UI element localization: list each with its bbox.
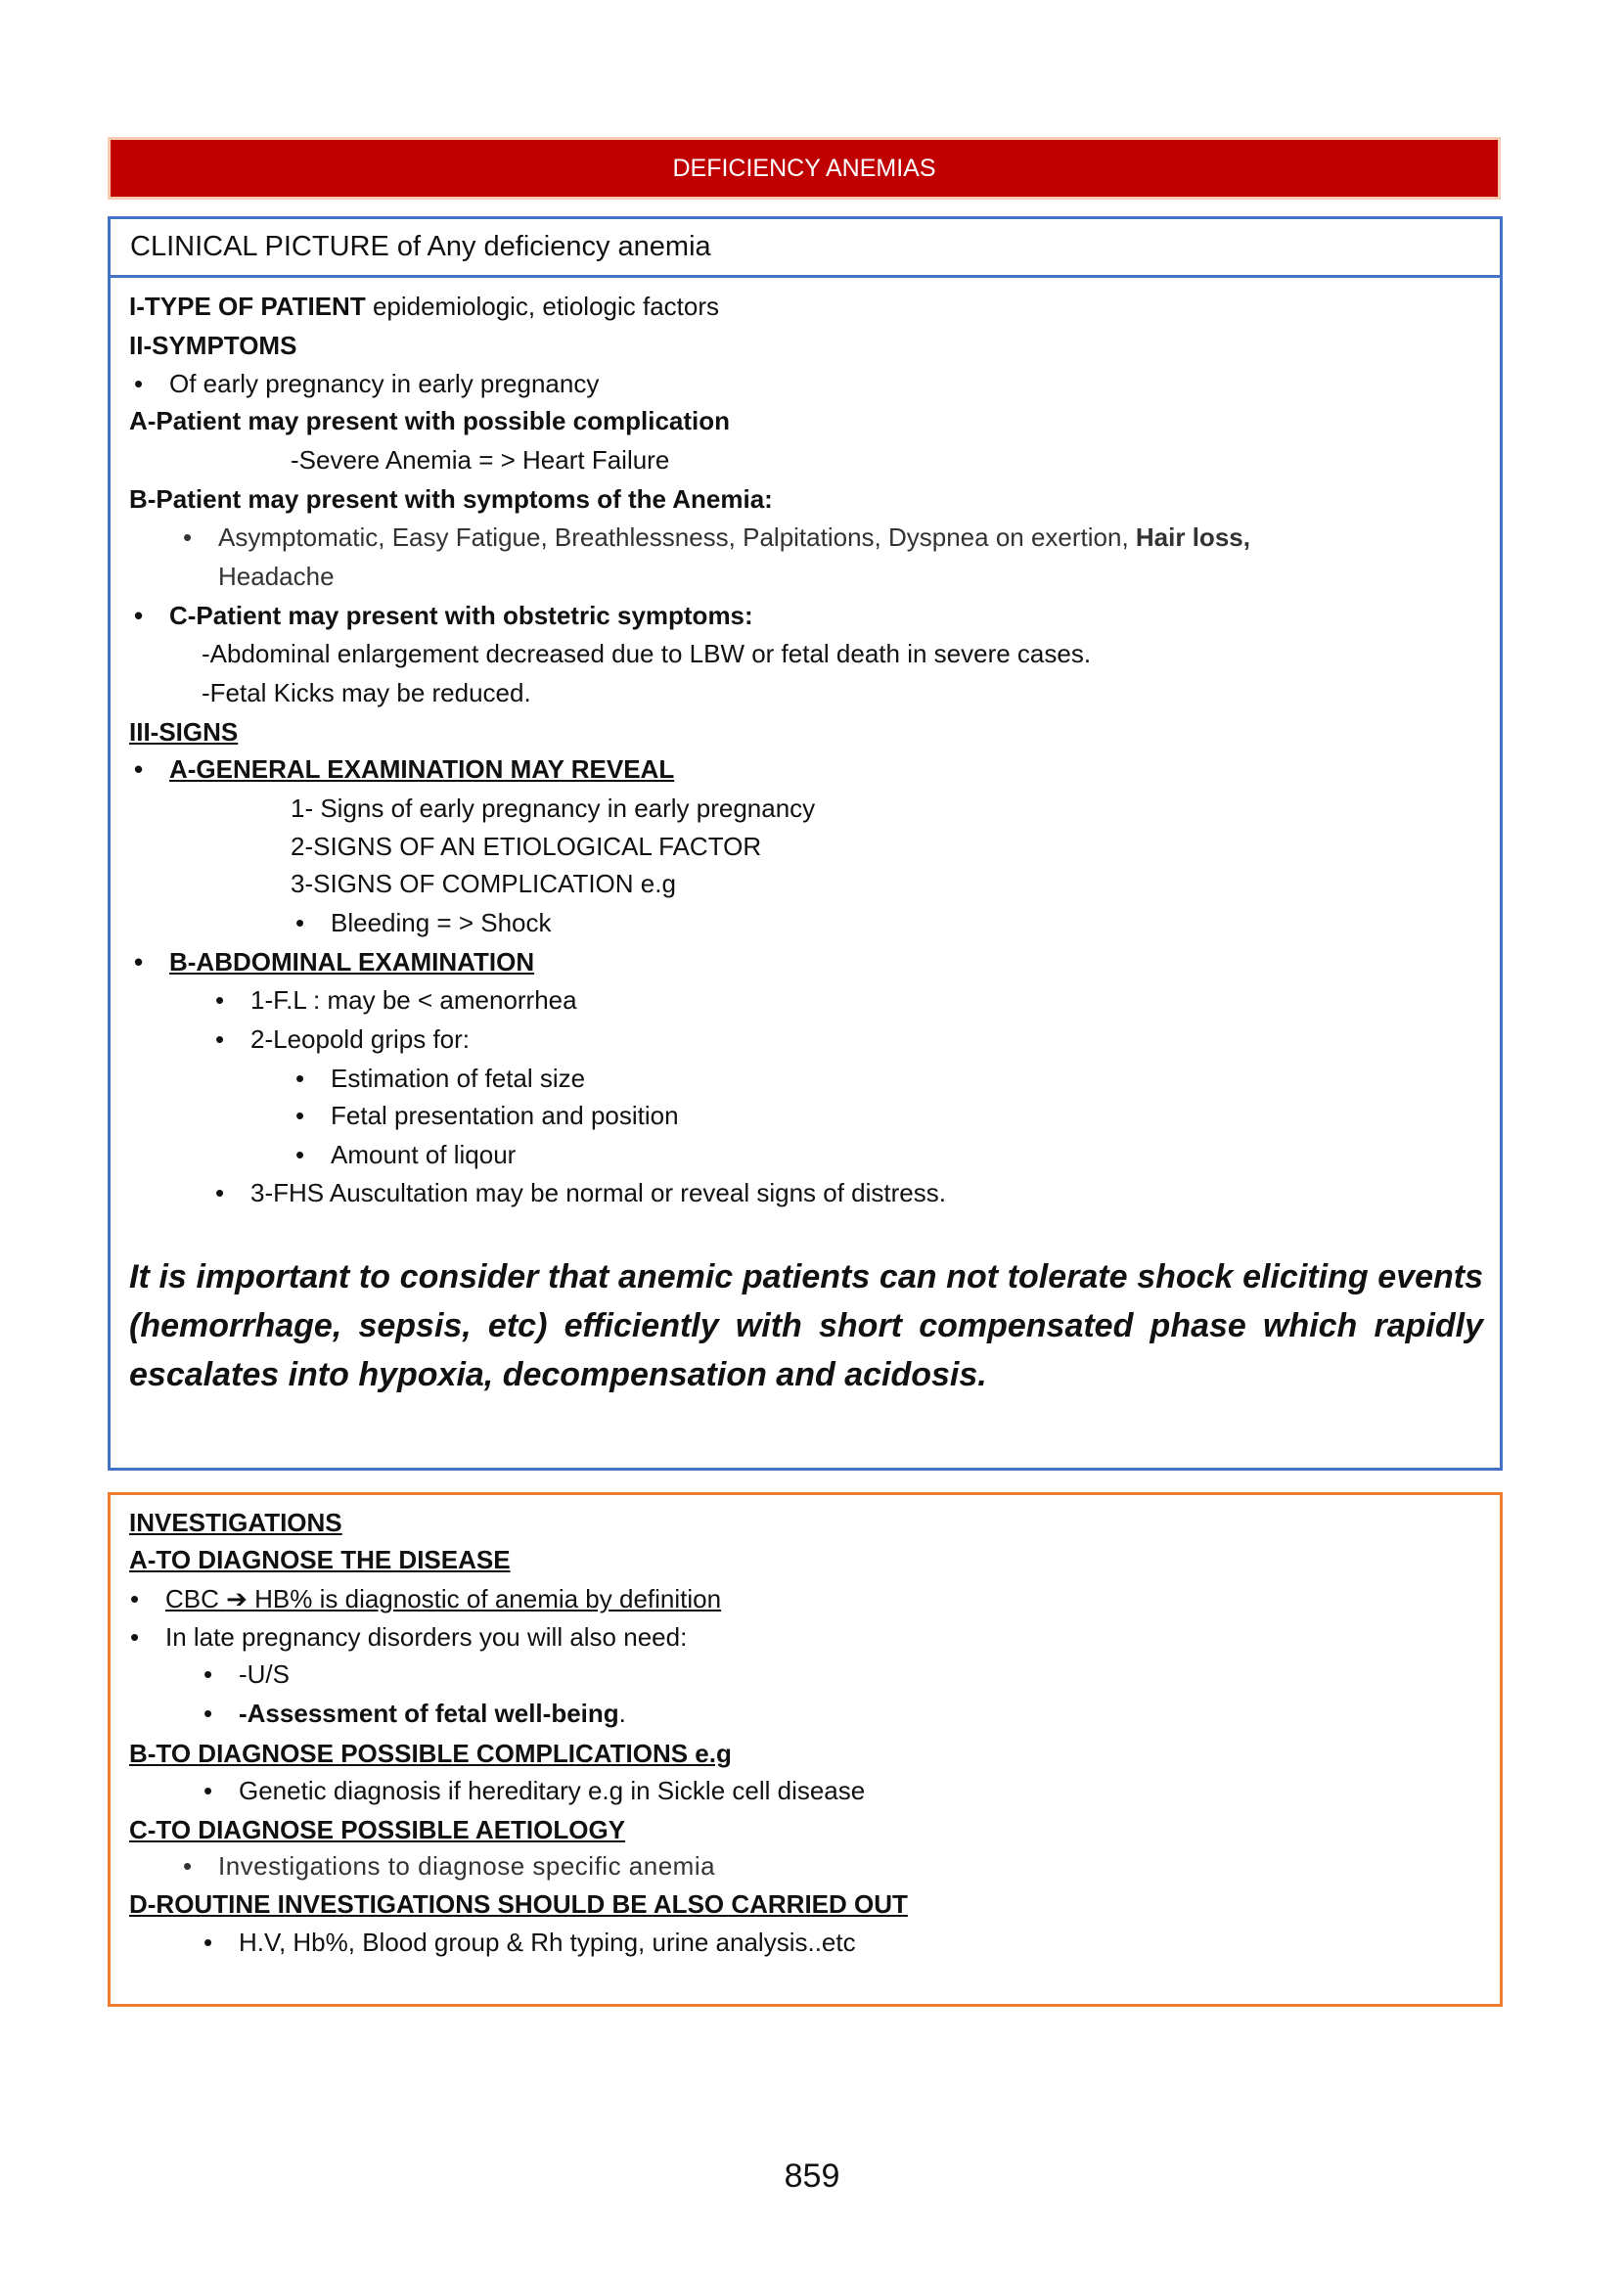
symptoms-heading: II-SYMPTOMS <box>129 331 297 360</box>
list-item: • 2-Leopold grips for: <box>250 1022 470 1057</box>
section-title-bar <box>108 137 1501 200</box>
list-item: • H.V, Hb%, Blood group & Rh typing, urine analysis..etc <box>239 1925 856 1960</box>
period: . <box>618 1699 626 1728</box>
list-item: -Abdominal enlargement decreased due to LBW or fetal death in severe cases. <box>202 639 1092 668</box>
important-note: It is important to consider that anemic patients can not tolerate shock eliciting events (hemorrhage, sepsis, etc) efficiently with short compensated phase which rapidly escalates into hypoxia, decompensation and acidosis. <box>129 1258 1483 1393</box>
assessment-text: -Assessment of fetal well-being <box>239 1699 619 1728</box>
subheading: A-Patient may present with possible complication <box>129 406 731 435</box>
list-item: • Estimation of fetal size <box>331 1061 585 1096</box>
list-item-continuation: Headache <box>218 562 335 591</box>
subheading: B-Patient may present with symptoms of the Anemia: <box>129 484 773 514</box>
cbc-description: HB% is diagnostic of anemia by definition <box>247 1584 722 1613</box>
subheading: • C-Patient may present with obstetric symptoms: <box>169 598 753 633</box>
symptom-bold: Hair loss, <box>1135 522 1250 552</box>
list-item: 3-SIGNS OF COMPLICATION e.g <box>291 869 676 898</box>
list-item: • Amount of liqour <box>331 1137 516 1172</box>
list-item: 1- Signs of early pregnancy in early pregnancy <box>291 794 816 823</box>
list-item: 2-SIGNS OF AN ETIOLOGICAL FACTOR <box>291 832 762 861</box>
page-number: 859 <box>784 2157 840 2195</box>
list-item: • Bleeding = > Shock <box>331 905 552 940</box>
arrow-icon: ➔ <box>226 1584 248 1613</box>
list-item: -Fetal Kicks may be reduced. <box>202 678 531 707</box>
signs-heading: III-SIGNS <box>129 717 239 747</box>
investigations-heading: INVESTIGATIONS <box>129 1508 342 1537</box>
subheading: • A-GENERAL EXAMINATION MAY REVEAL <box>169 751 674 787</box>
type-text: epidemiologic, etiologic factors <box>365 292 720 321</box>
subheading: A-TO DIAGNOSE THE DISEASE <box>129 1545 511 1574</box>
list-item: • Fetal presentation and position <box>331 1098 679 1133</box>
list-item: • Of early pregnancy in early pregnancy <box>169 366 599 401</box>
list-item <box>165 1581 721 1616</box>
type-label: I-TYPE OF PATIENT <box>129 292 366 321</box>
list-item: • -U/S <box>239 1657 290 1692</box>
list-item: • Genetic diagnosis if hereditary e.g in Sickle cell disease <box>239 1773 865 1808</box>
list-item: • Investigations to diagnose specific anemia <box>218 1848 715 1884</box>
subheading: D-ROUTINE INVESTIGATIONS SHOULD BE ALSO CARRIED OUT <box>129 1889 908 1919</box>
subheading: B-TO DIAGNOSE POSSIBLE COMPLICATIONS e.g <box>129 1739 732 1768</box>
list-item: • 3-FHS Auscultation may be normal or reveal signs of distress. <box>250 1175 946 1210</box>
list-item: • 1-F.L : may be < amenorrhea <box>250 982 577 1018</box>
section-title: DEFICIENCY ANEMIAS <box>672 154 936 182</box>
type-of-patient-line <box>129 289 719 324</box>
subheading: • B-ABDOMINAL EXAMINATION <box>169 944 534 979</box>
cbc-text: CBC <box>165 1584 227 1613</box>
list-item <box>239 1696 626 1731</box>
list-item <box>218 520 1250 555</box>
clinical-picture-heading: CLINICAL PICTURE of Any deficiency anemia <box>108 216 1503 278</box>
subheading: C-TO DIAGNOSE POSSIBLE AETIOLOGY <box>129 1815 626 1844</box>
symptom-list: Asymptomatic, Easy Fatigue, Breathlessness, Palpitations, Dyspnea on exertion, <box>218 522 1136 552</box>
list-item: -Severe Anemia = > Heart Failure <box>291 445 670 475</box>
list-item: • In late pregnancy disorders you will also need: <box>165 1619 687 1655</box>
